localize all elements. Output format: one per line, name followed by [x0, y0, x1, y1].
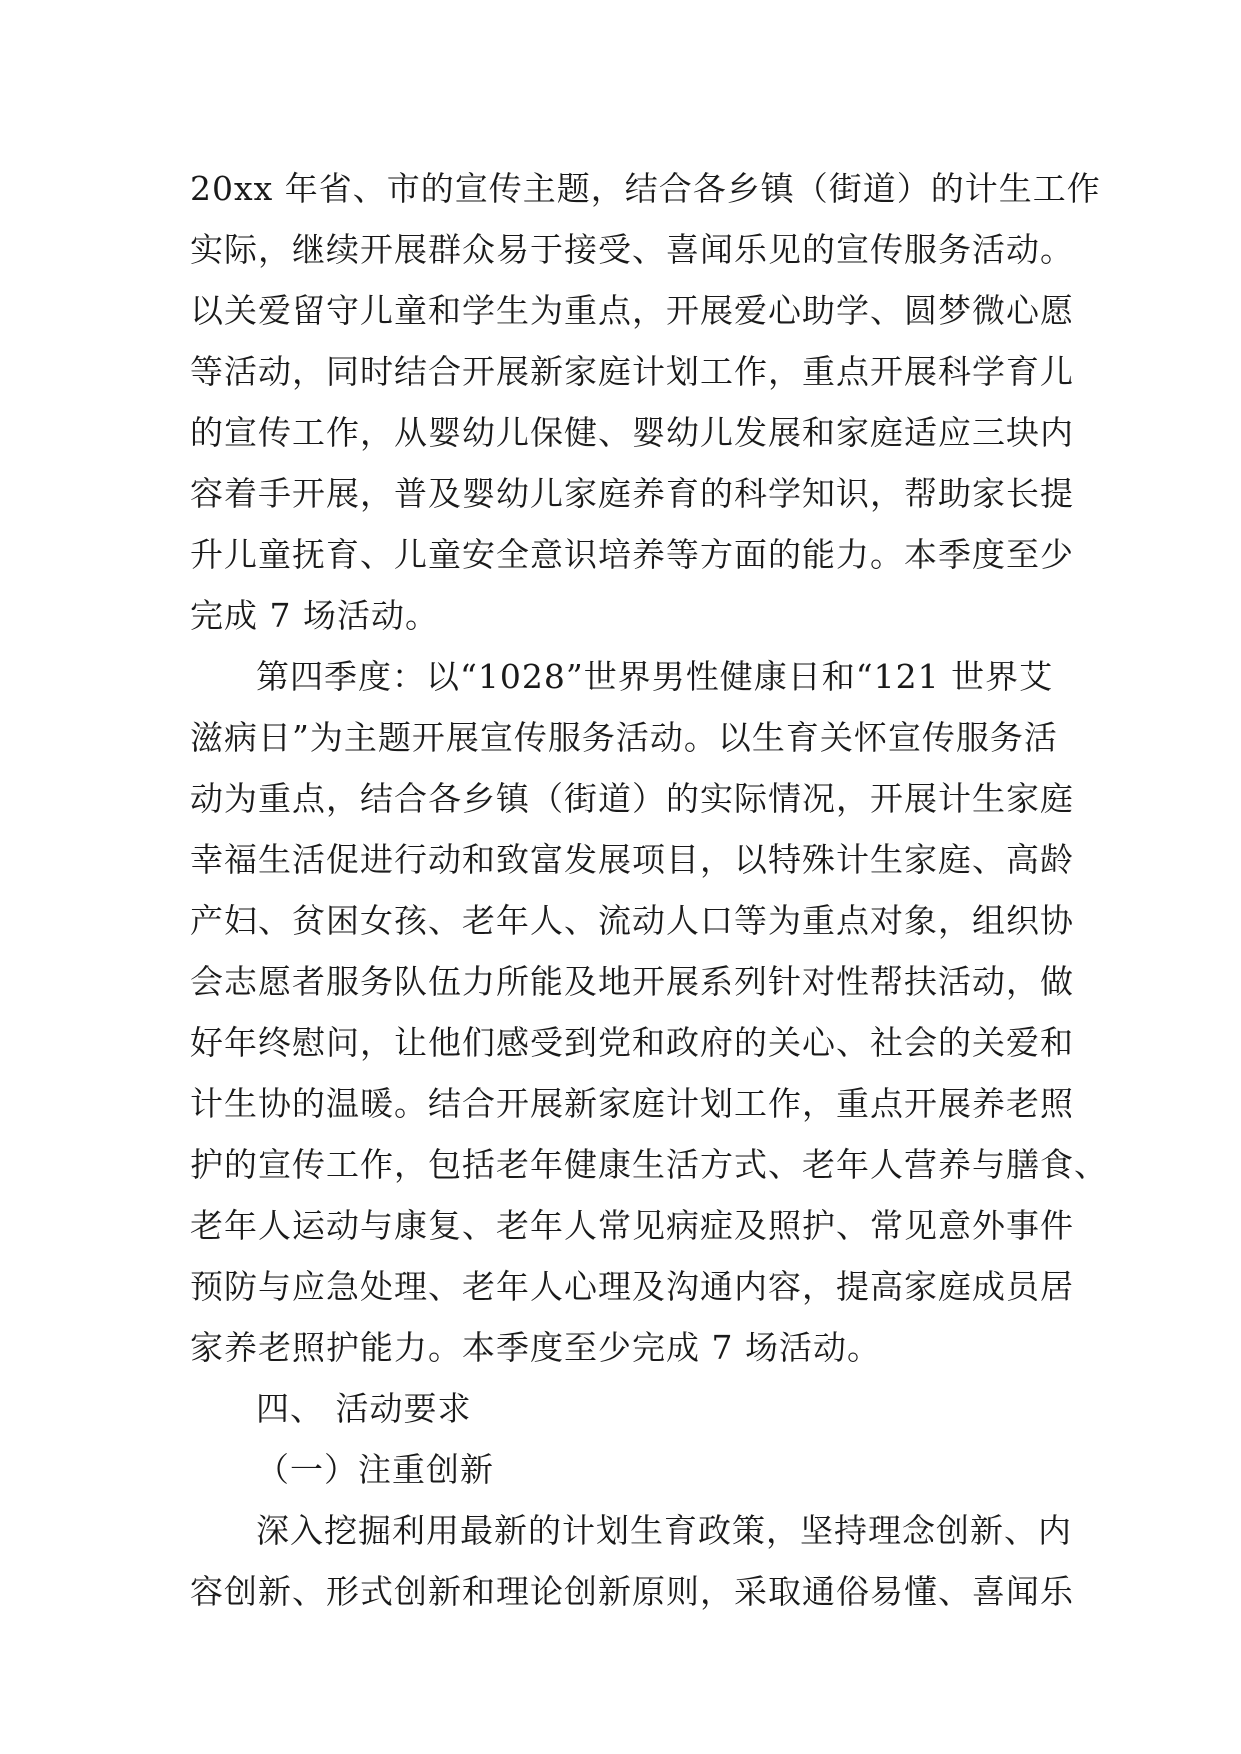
text-line: 好年终慰问，让他们感受到党和政府的关心、社会的关爱和 — [190, 1023, 1074, 1062]
text-line: 滋病日”为主题开展宣传服务活动。以生育关怀宣传服务活 — [190, 718, 1058, 757]
text-line: 以关爱留守儿童和学生为重点，开展爱心助学、圆梦微心愿 — [190, 291, 1074, 330]
text-line: 等活动，同时结合开展新家庭计划工作，重点开展科学育儿 — [190, 352, 1074, 391]
text-line: 老年人运动与康复、老年人常见病症及照护、常见意外事件 — [190, 1206, 1074, 1245]
text-line: 完成 7 场活动。 — [190, 596, 439, 635]
text-line: 产妇、贫困女孩、老年人、流动人口等为重点对象，组织协 — [190, 901, 1074, 940]
text-line: 容着手开展，普及婴幼儿家庭养育的科学知识，帮助家长提 — [190, 474, 1074, 513]
text-line: 深入挖掘利用最新的计划生育政策，坚持理念创新、内 — [256, 1511, 1072, 1550]
text-line: 动为重点，结合各乡镇（街道）的实际情况，开展计生家庭 — [190, 779, 1074, 818]
text-line: 第四季度：以“1028”世界男性健康日和“121 世界艾 — [256, 657, 1054, 696]
text-line: 容创新、形式创新和理论创新原则，采取通俗易懂、喜闻乐 — [190, 1572, 1074, 1611]
text-line: 20xx 年省、市的宣传主题，结合各乡镇（街道）的计生工作 — [190, 169, 1101, 208]
text-line: 实际，继续开展群众易于接受、喜闻乐见的宣传服务活动。 — [190, 230, 1074, 269]
body-text — [190, 158, 1108, 1622]
text-line: 四、 活动要求 — [256, 1389, 472, 1428]
text-line: 家养老照护能力。本季度至少完成 7 场活动。 — [190, 1328, 881, 1367]
text-line: 护的宣传工作，包括老年健康生活方式、老年人营养与膳食、 — [190, 1145, 1108, 1184]
text-line: 幸福生活促进行动和致富发展项目，以特殊计生家庭、高龄 — [190, 840, 1074, 879]
text-line: 计生协的温暖。结合开展新家庭计划工作，重点开展养老照 — [190, 1084, 1074, 1123]
text-line: 会志愿者服务队伍力所能及地开展系列针对性帮扶活动，做 — [190, 962, 1074, 1001]
text-line: （一）注重创新 — [256, 1450, 494, 1489]
text-line: 的宣传工作，从婴幼儿保健、婴幼儿发展和家庭适应三块内 — [190, 413, 1074, 452]
text-line: 预防与应急处理、老年人心理及沟通内容，提高家庭成员居 — [190, 1267, 1074, 1306]
text-line: 升儿童抚育、儿童安全意识培养等方面的能力。本季度至少 — [190, 535, 1074, 574]
